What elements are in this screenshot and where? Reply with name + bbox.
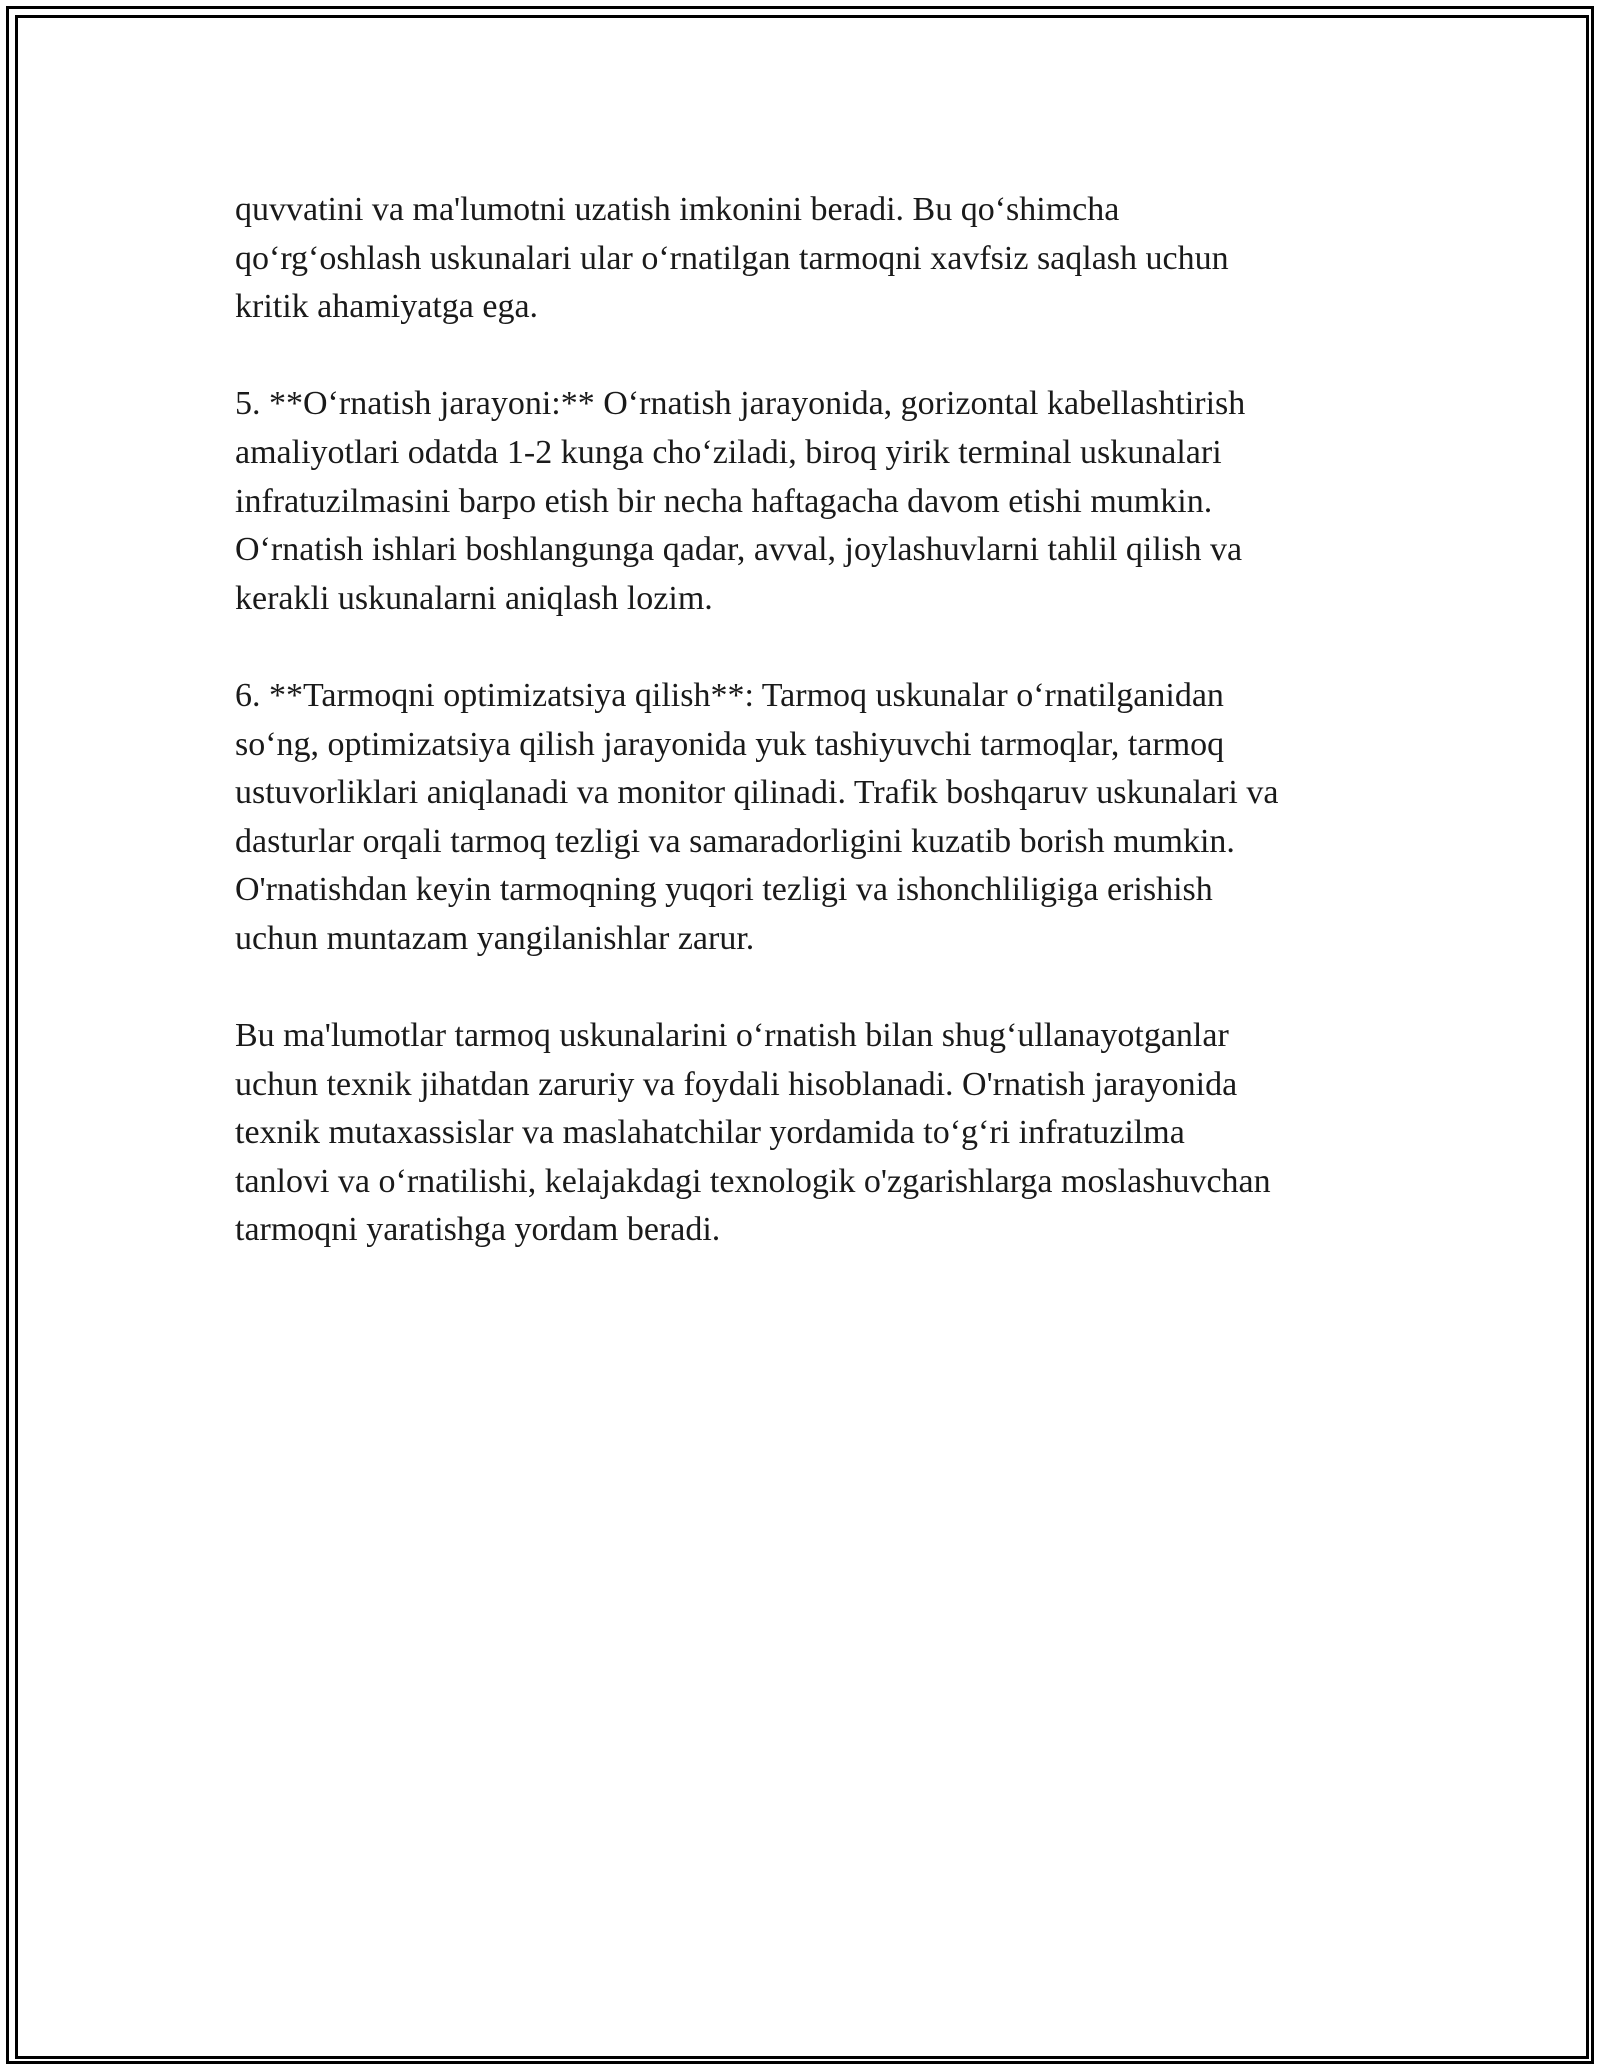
text-line: Bu ma'lumotlar tarmoq uskunalarini o‘rnatish bilan shug‘ullanayotganlar [235,1017,1229,1055]
text-line: O‘rnatish ishlari boshlangunga qadar, avval, joylashuvlarni tahlil qilish va [235,531,1243,569]
text-line: amaliyotlari odatda 1-2 kunga cho‘ziladi, biroq yirik terminal uskunalari [235,433,1222,471]
text-line: quvvatini va ma'lumotni uzatish imkonini beradi. Bu qo‘shimcha [235,191,1120,228]
text-line: tarmoqni yaratishga yordam beradi. [235,1211,721,1249]
text-line: kritik ahamiyatga ega. [235,288,539,326]
text-line: uchun muntazam yangilanishlar zarur. [235,919,755,957]
text-line: ustuvorliklari aniqlanadi va monitor qilinadi. Trafik boshqaruv uskunalari va [235,774,1279,812]
paragraph-conclusion [235,1012,1375,1255]
text-line: infratuzilmasini barpo etish bir necha haftagacha davom etishi mumkin. [235,482,1213,520]
text-line: dasturlar orqali tarmoq tezligi va samaradorligini kuzatib borish mumkin. [235,822,1235,860]
paragraph-network-optimization [235,672,1375,964]
document-body [235,186,1375,1304]
paragraph-continuation [235,186,1375,332]
text-line: kerakli uskunalarni aniqlash lozim. [235,579,713,617]
text-line: texnik mutaxassislar va maslahatchilar yordamida to‘g‘ri infratuzilma [235,1114,1185,1152]
text-line: tanlovi va o‘rnatilishi, kelajakdagi texnologik o'zgarishlarga moslashuvchan [235,1162,1271,1200]
text-line: 5. **O‘rnatish jarayoni:** O‘rnatish jarayonida, gorizontal kabellashtirish [235,385,1246,423]
text-line: qo‘rg‘oshlash uskunalari ular o‘rnatilgan tarmoqni xavfsiz saqlash uchun [235,239,1229,277]
text-line: O'rnatishdan keyin tarmoqning yuqori tezligi va ishonchliligiga erishish [235,871,1213,909]
text-line: 6. **Tarmoqni optimizatsiya qilish**: Tarmoq uskunalar o‘rnatilganidan [235,676,1224,714]
text-line: uchun texnik jihatdan zaruriy va foydali hisoblanadi. O'rnatish jarayonida [235,1065,1238,1103]
text-line: so‘ng, optimizatsiya qilish jarayonida yuk tashiyuvchi tarmoqlar, tarmoq [235,725,1225,763]
paragraph-installation-process [235,380,1375,623]
